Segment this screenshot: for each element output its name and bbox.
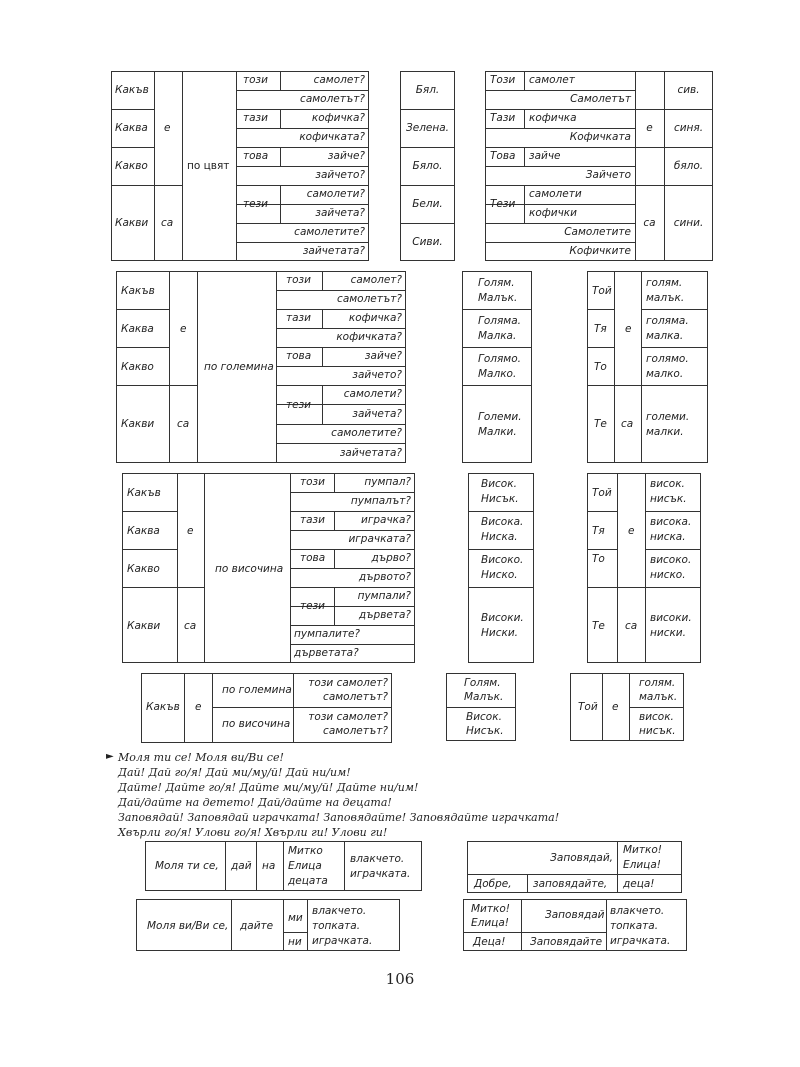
answer: Нисък. bbox=[481, 493, 519, 505]
noun: играчката? bbox=[348, 533, 411, 545]
question-word: Какъв bbox=[127, 487, 161, 499]
page-number: 106 bbox=[385, 970, 415, 988]
pronoun: Те bbox=[594, 418, 607, 430]
phrase-list bbox=[118, 750, 559, 840]
adjective: малък. bbox=[646, 292, 685, 304]
noun: Зайчето bbox=[585, 169, 631, 181]
answer: Малко. bbox=[478, 368, 517, 380]
pronoun: Той bbox=[578, 701, 598, 713]
object: влакчето. bbox=[610, 905, 665, 917]
verb: са bbox=[625, 620, 638, 632]
recipient: Митко bbox=[288, 845, 323, 857]
adjective: малко. bbox=[646, 368, 684, 380]
here-phrase: Заповядай, bbox=[550, 852, 613, 864]
verb: е bbox=[646, 122, 653, 134]
object: играчката. bbox=[350, 868, 411, 880]
demonstrative: Тази bbox=[490, 112, 516, 124]
noun: зайче? bbox=[364, 350, 402, 362]
noun: кофичката? bbox=[336, 331, 402, 343]
pronoun: Той bbox=[592, 487, 612, 499]
please-phrase: Моля ви/Ви се, bbox=[147, 920, 229, 932]
adjective: висок. bbox=[639, 711, 674, 723]
noun: зайче? bbox=[327, 150, 365, 162]
pronoun: ни bbox=[288, 936, 302, 948]
phrase-line: Хвърли го/я! Улови го/я! Хвърли ги! Улови ги! bbox=[118, 826, 388, 839]
answer: Сиви. bbox=[412, 236, 443, 248]
noun: зайчета? bbox=[352, 408, 402, 420]
question-word: Какъв bbox=[115, 84, 149, 96]
adjective: малък. bbox=[639, 691, 678, 703]
noun: кофички bbox=[529, 207, 577, 219]
answer: Ниски. bbox=[481, 627, 518, 639]
verb: са bbox=[177, 418, 190, 430]
verb: са bbox=[621, 418, 634, 430]
object: играчката. bbox=[610, 935, 671, 947]
please-phrase: Моля ти се, bbox=[155, 860, 219, 872]
noun: зайчетата? bbox=[302, 245, 365, 257]
noun: зайче bbox=[529, 150, 561, 162]
recipient: Елица! bbox=[471, 917, 509, 929]
phrase-line: Дай! Дай го/я! Дай ми/му/й! Дай ни/им! bbox=[118, 766, 351, 779]
recipient: Митко! bbox=[623, 844, 662, 856]
answer: Големи. bbox=[478, 411, 522, 423]
noun: дърво? bbox=[371, 552, 411, 564]
noun: пумпалът? bbox=[350, 495, 411, 507]
question: този самолет? bbox=[308, 677, 388, 689]
answer: Висок. bbox=[466, 711, 502, 723]
verb: е bbox=[187, 525, 194, 537]
demonstrative: Тези bbox=[490, 198, 516, 210]
noun: Кофичките bbox=[569, 245, 631, 257]
answer: Бял. bbox=[415, 84, 440, 96]
property: по височина bbox=[215, 563, 284, 575]
color-adj: сив. bbox=[677, 84, 700, 96]
answer: Голям. bbox=[478, 277, 515, 289]
recipient: деца! bbox=[623, 878, 655, 890]
pronoun: ми bbox=[288, 912, 303, 924]
demonstrative: това bbox=[286, 350, 312, 362]
noun: самолети bbox=[529, 188, 582, 200]
answer: Малка. bbox=[478, 330, 517, 342]
here-phrase-plural: Заповядайте bbox=[530, 936, 603, 948]
verb: е bbox=[612, 701, 619, 713]
noun: Самолетът bbox=[570, 93, 631, 105]
demonstrative: това bbox=[243, 150, 269, 162]
noun: самолетите? bbox=[331, 427, 402, 439]
verb: са bbox=[161, 217, 174, 229]
verb: е bbox=[180, 323, 187, 335]
demonstrative: тази bbox=[286, 312, 311, 324]
here-phrase: Заповядай bbox=[545, 909, 605, 921]
here-phrase-plural: заповядайте, bbox=[533, 878, 608, 890]
pronoun: Той bbox=[592, 285, 612, 297]
question-word: Какви bbox=[121, 418, 155, 430]
verb: е bbox=[195, 701, 202, 713]
answer: Високи. bbox=[481, 612, 524, 624]
adjective: висока. bbox=[650, 516, 692, 528]
pronoun: Тя bbox=[592, 525, 605, 537]
object: играчката. bbox=[312, 935, 373, 947]
answer: Ниско. bbox=[481, 569, 518, 581]
verb: е bbox=[628, 525, 635, 537]
question-word: Какво bbox=[127, 563, 160, 575]
verb: са bbox=[184, 620, 197, 632]
demonstrative: тези bbox=[300, 600, 325, 612]
noun: самолети? bbox=[306, 188, 365, 200]
noun: кофичката? bbox=[299, 131, 365, 143]
answer: Зелена. bbox=[406, 122, 449, 134]
adjective: голяма. bbox=[646, 315, 689, 327]
noun: играчка? bbox=[361, 514, 411, 526]
property: по цвят bbox=[187, 160, 230, 172]
answer: Бяло. bbox=[412, 160, 443, 172]
recipient: Елица bbox=[288, 860, 322, 872]
question-word: Какви bbox=[115, 217, 149, 229]
verb-give: дай bbox=[231, 860, 252, 872]
noun: кофичка? bbox=[348, 312, 402, 324]
noun: Кофичката bbox=[569, 131, 631, 143]
noun: самолет bbox=[529, 74, 575, 86]
pronoun: Тя bbox=[594, 323, 607, 335]
noun: пумпал? bbox=[364, 476, 411, 488]
object: влакчето. bbox=[312, 905, 367, 917]
noun: самолетите? bbox=[294, 226, 365, 238]
noun: кофичка? bbox=[311, 112, 365, 124]
color-adj: бяло. bbox=[673, 160, 704, 172]
recipient: Митко! bbox=[471, 903, 510, 915]
noun: Самолетите bbox=[564, 226, 631, 238]
preposition: на bbox=[262, 860, 276, 872]
property: по големина bbox=[222, 684, 292, 696]
question-word: Какъв bbox=[121, 285, 155, 297]
verb: са bbox=[643, 217, 656, 229]
question: самолетът? bbox=[323, 725, 388, 737]
adjective: малка. bbox=[646, 330, 684, 342]
noun: пумпали? bbox=[357, 590, 411, 602]
adjective: нисък. bbox=[650, 493, 687, 505]
adjective: големи. bbox=[646, 411, 690, 423]
noun: зайчето? bbox=[352, 369, 402, 381]
answer-ok: Добре, bbox=[474, 878, 512, 890]
pronoun: То bbox=[592, 553, 605, 565]
demonstrative: това bbox=[300, 552, 326, 564]
noun: зайчета? bbox=[315, 207, 365, 219]
property: по височина bbox=[222, 718, 291, 730]
answer: Малък. bbox=[478, 292, 518, 304]
noun: дърветата? bbox=[294, 647, 359, 659]
phrase-line: Моля ти се! Моля ви/Ви се! bbox=[118, 751, 284, 764]
verb: е bbox=[164, 122, 171, 134]
bullet-icon: ► bbox=[106, 751, 114, 762]
noun: зайчетата? bbox=[339, 447, 402, 459]
question-word: Каква bbox=[115, 122, 148, 134]
adjective: висок. bbox=[650, 478, 685, 490]
pronoun: Те bbox=[592, 620, 605, 632]
adjective: нисък. bbox=[639, 725, 676, 737]
noun: самолет? bbox=[350, 274, 402, 286]
noun: кофичка bbox=[529, 112, 577, 124]
pronoun: То bbox=[594, 361, 607, 373]
question-word: Какъв bbox=[146, 701, 180, 713]
adjective: ниски. bbox=[650, 627, 686, 639]
question: този самолет? bbox=[308, 711, 388, 723]
answer: Нисък. bbox=[466, 725, 504, 737]
verb: е bbox=[625, 323, 632, 335]
adjective: голям. bbox=[646, 277, 683, 289]
verb-give: дайте bbox=[240, 920, 274, 932]
noun: самолетът? bbox=[337, 293, 402, 305]
demonstrative: тези bbox=[243, 198, 268, 210]
adjective: голямо. bbox=[646, 353, 689, 365]
noun: дървото? bbox=[358, 571, 411, 583]
demonstrative: тази bbox=[243, 112, 268, 124]
property: по големина bbox=[204, 361, 274, 373]
object: топката. bbox=[610, 920, 659, 932]
question-word: Какво bbox=[115, 160, 148, 172]
answer: Малки. bbox=[478, 426, 517, 438]
color-adj: синя. bbox=[673, 122, 704, 134]
answer: Голямо. bbox=[478, 353, 521, 365]
demonstrative: Този bbox=[490, 74, 516, 86]
question-word: Каква bbox=[127, 525, 160, 537]
adjective: високо. bbox=[650, 554, 692, 566]
answer: Ниска. bbox=[481, 531, 518, 543]
noun: дървета? bbox=[358, 609, 411, 621]
question-word: Каква bbox=[121, 323, 154, 335]
question: самолетът? bbox=[323, 691, 388, 703]
phrase-line: Дай/дайте на детето! Дай/дайте на децата! bbox=[118, 796, 392, 809]
adjective: ниска. bbox=[650, 531, 686, 543]
demonstrative: Това bbox=[490, 150, 516, 162]
color-adj: сини. bbox=[673, 217, 704, 229]
demonstrative: този bbox=[286, 274, 311, 286]
noun: зайчето? bbox=[315, 169, 365, 181]
answer: Високо. bbox=[481, 554, 524, 566]
answer: Малък. bbox=[464, 691, 504, 703]
answer: Бели. bbox=[412, 198, 443, 210]
noun: пумпалите? bbox=[294, 628, 360, 640]
answer: Висока. bbox=[481, 516, 524, 528]
answer: Голям. bbox=[464, 677, 501, 689]
recipient: децата bbox=[288, 875, 328, 887]
noun: самолетът? bbox=[300, 93, 365, 105]
demonstrative: тази bbox=[300, 514, 325, 526]
adjective: ниско. bbox=[650, 569, 686, 581]
adjective: малки. bbox=[646, 426, 684, 438]
adjective: голям. bbox=[639, 677, 676, 689]
demonstrative: този bbox=[300, 476, 325, 488]
answer: Висок. bbox=[481, 478, 517, 490]
phrase-line: Дайте! Дайте го/я! Дайте ми/му/й! Дайте ни/им! bbox=[118, 781, 419, 794]
object: топката. bbox=[312, 920, 361, 932]
phrase-line: Заповядай! Заповядай играчката! Заповядайте! Заповядайте играчката! bbox=[118, 811, 560, 824]
answer: Голяма. bbox=[478, 315, 521, 327]
object: влакчето. bbox=[350, 853, 405, 865]
noun: самолет? bbox=[313, 74, 365, 86]
recipient: Деца! bbox=[473, 936, 506, 948]
question-word: Какви bbox=[127, 620, 161, 632]
question-word: Какво bbox=[121, 361, 154, 373]
recipient: Елица! bbox=[623, 859, 661, 871]
noun: самолети? bbox=[343, 388, 402, 400]
demonstrative: тези bbox=[286, 399, 311, 411]
adjective: високи. bbox=[650, 612, 692, 624]
demonstrative: този bbox=[243, 74, 268, 86]
